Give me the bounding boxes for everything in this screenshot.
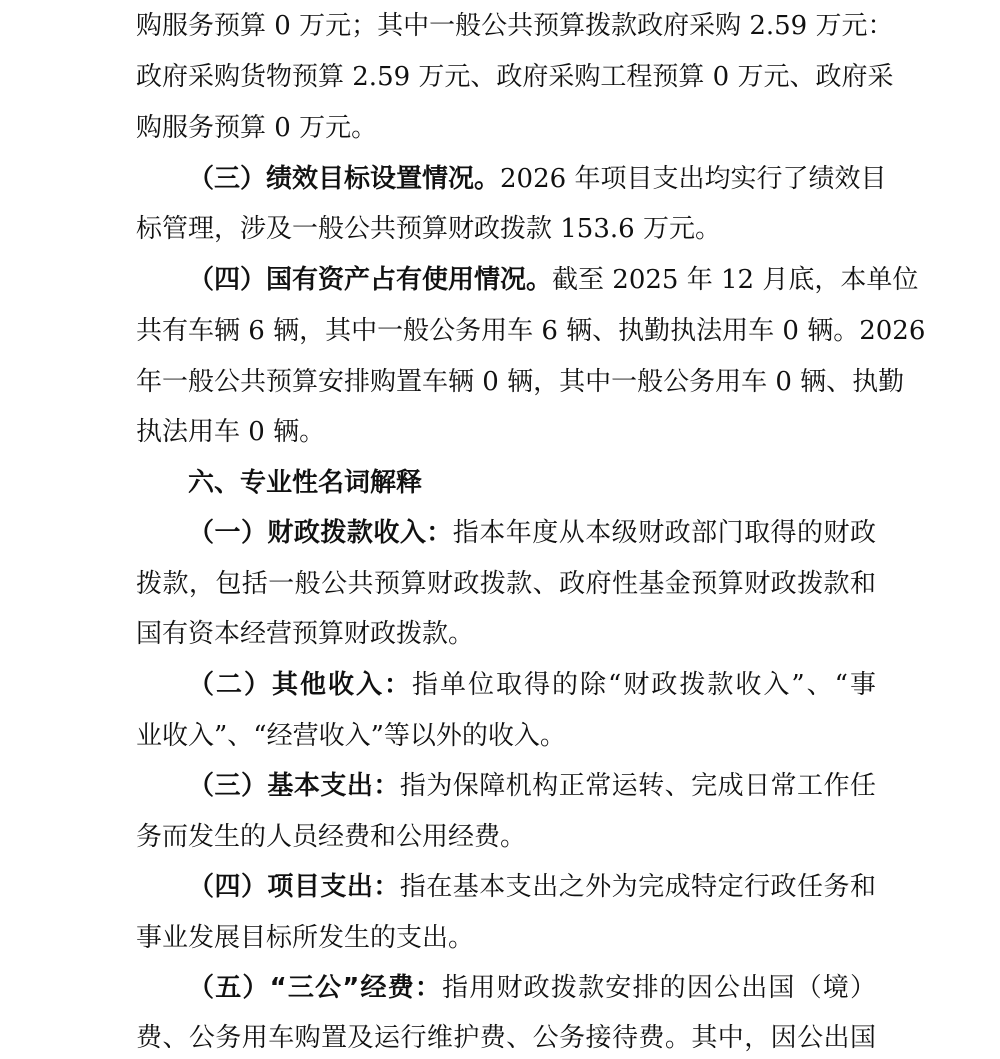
definition-2-heading: （二）其他收入： bbox=[188, 670, 413, 700]
definition-4-line-1 bbox=[188, 871, 876, 903]
definition-1-heading: （一）财政拨款收入： bbox=[188, 518, 453, 548]
definition-1-line-1 bbox=[188, 517, 876, 549]
definition-5-line-2: 费、公务用车购置及运行维护费、公务接待费。其中，因公出国 bbox=[136, 1023, 876, 1053]
performance-paragraph-line-1 bbox=[188, 163, 887, 195]
definition-1-text: 指本年度从本级财政部门取得的财政 bbox=[452, 518, 876, 548]
definition-4-text: 指在基本支出之外为完成特定行政任务和 bbox=[399, 872, 876, 902]
definition-1-line-3: 国有资本经营预算财政拨款。 bbox=[136, 619, 475, 649]
performance-paragraph-line-2: 标管理，涉及一般公共预算财政拨款 153.6 万元。 bbox=[136, 214, 721, 244]
assets-paragraph-line-2: 共有车辆 6 辆，其中一般公务用车 6 辆、执勤执法用车 0 辆。2026 bbox=[136, 316, 926, 346]
budget-paragraph-line-3: 购服务预算 0 万元。 bbox=[136, 113, 378, 143]
section-six-heading: 六、专业性名词解释 bbox=[188, 468, 423, 498]
definition-4-heading: （四）项目支出： bbox=[188, 872, 400, 902]
definition-5-text: 指用财政拨款安排的因公出国（境） bbox=[442, 973, 876, 1003]
definition-2-line-1 bbox=[188, 669, 876, 701]
definition-3-heading: （三）基本支出： bbox=[188, 771, 400, 801]
definition-5-heading: （五）“三公”经费： bbox=[188, 973, 443, 1003]
performance-text: 2026 年项目支出均实行了绩效目 bbox=[500, 164, 887, 194]
assets-paragraph-line-3: 年一般公共预算安排购置车辆 0 辆，其中一般公务用车 0 辆、执勤 bbox=[136, 367, 905, 397]
budget-paragraph-line-2: 政府采购货物预算 2.59 万元、政府采购工程预算 0 万元、政府采 bbox=[136, 62, 894, 92]
definition-3-line-2: 务而发生的人员经费和公用经费。 bbox=[136, 822, 527, 852]
definition-4-line-2: 事业发展目标所发生的支出。 bbox=[136, 923, 475, 953]
definition-3-line-1 bbox=[188, 770, 876, 802]
definition-5-line-1 bbox=[188, 972, 876, 1004]
definition-3-text: 指为保障机构正常运转、完成日常工作任 bbox=[399, 771, 876, 801]
budget-paragraph-line-1: 购服务预算 0 万元；其中一般公共预算拨款政府采购 2.59 万元： bbox=[136, 11, 894, 41]
definition-2-text: 指单位取得的除“财政拨款收入”、“事 bbox=[412, 670, 876, 700]
assets-heading: （四）国有资产占有使用情况。 bbox=[188, 265, 553, 295]
assets-paragraph-line-1 bbox=[188, 264, 919, 296]
assets-text: 截至 2025 年 12 月底，本单位 bbox=[552, 265, 919, 295]
performance-heading: （三）绩效目标设置情况。 bbox=[188, 164, 501, 194]
definition-1-line-2: 拨款，包括一般公共预算财政拨款、政府性基金预算财政拨款和 bbox=[136, 569, 876, 599]
definition-2-line-2: 业收入”、“经营收入”等以外的收入。 bbox=[136, 721, 566, 751]
assets-paragraph-line-4: 执法用车 0 辆。 bbox=[136, 417, 326, 447]
